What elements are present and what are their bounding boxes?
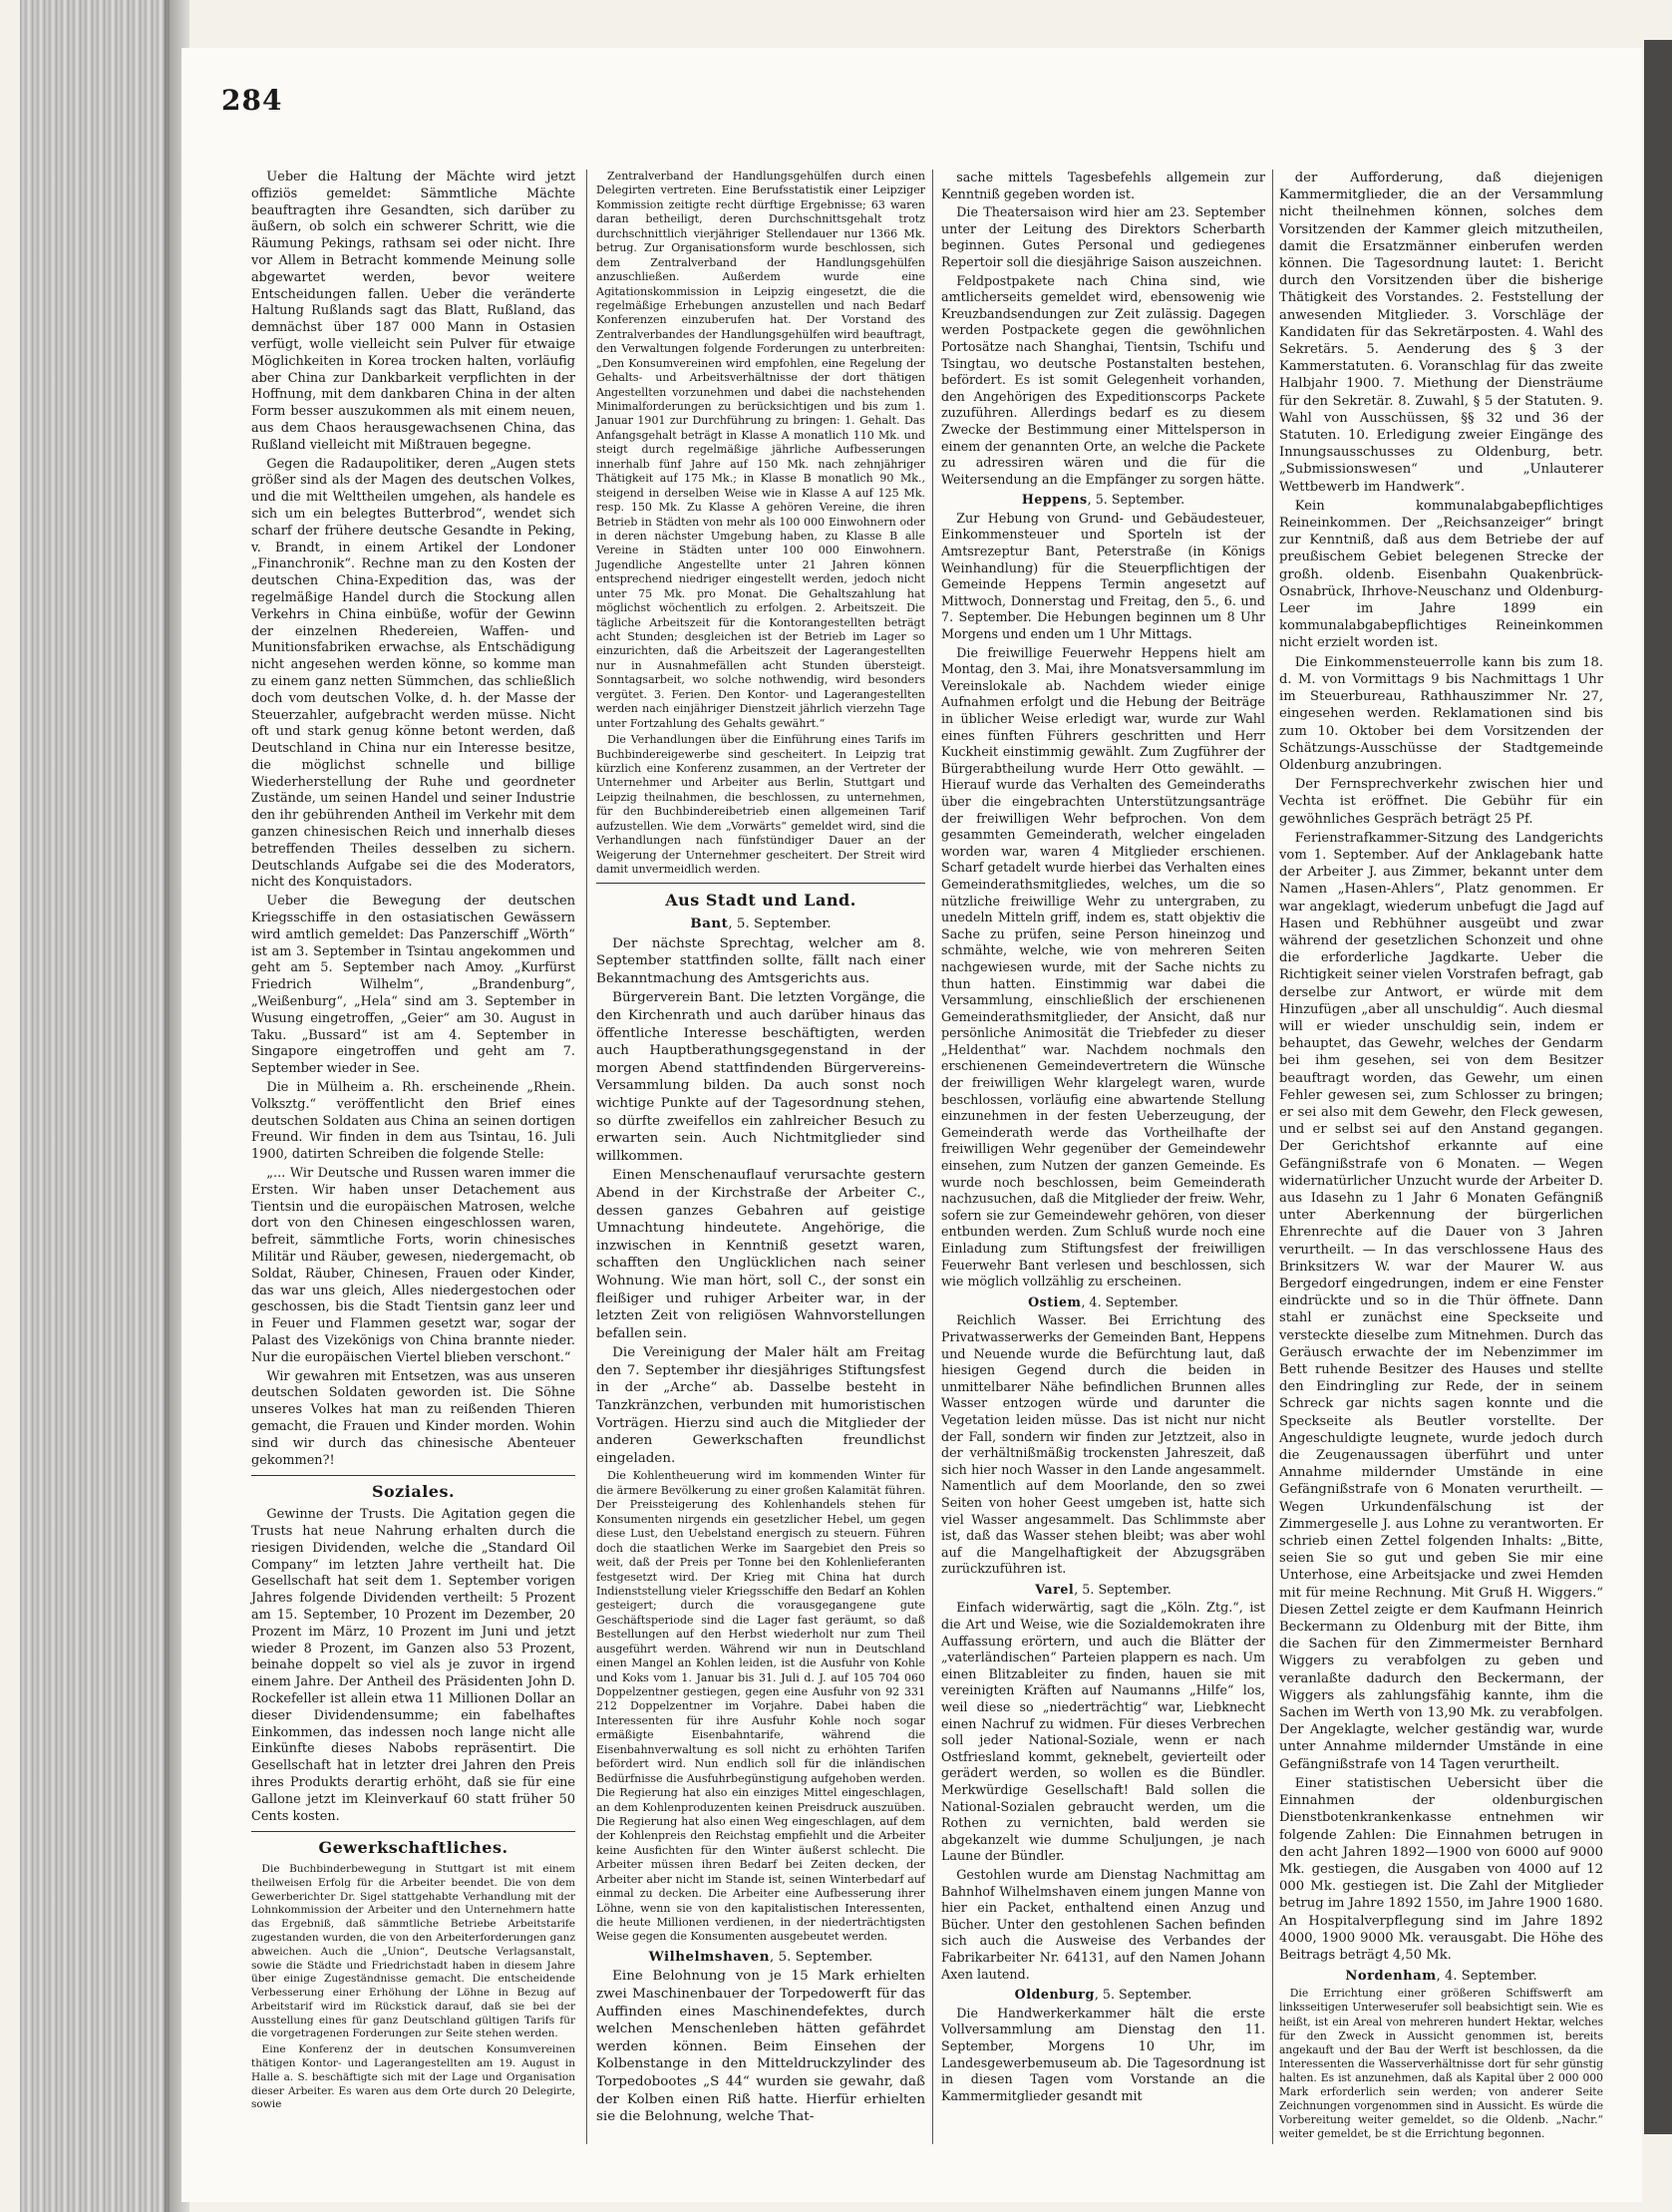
- book-binding-edge: [20, 0, 169, 2212]
- article-paragraph: Eine Konferenz der in deutschen Konsumvereinen thätigen Kontor- und Lagerangestellten am 19. August in Halle a. S. beschäftigte sich mit der Lage und Organisation dieser Arbeiter. Es waren aus dem Orte durch 20 Delegirte, sowie: [251, 2043, 575, 2111]
- article-paragraph: Gegen die Radaupolitiker, deren „Augen stets größer sind als der Magen des deutschen Volkes, und die mit Welttheilen umgehen, als handele es sich um ein belegtes Butterbrod“, wendet sich scharf der frühere deutsche Gesandte in Peking, v. Brandt, in einem Artikel der Londoner „Financhronik“. Rechne man zu den Kosten der deutschen China-Expedition das, was der regelmäßige Handel durch die Stockung allen Verkehrs in China einbüße, wofür der Gewinn der einzelnen Rhedereien, Waffen- und Munitionsfabriken erwachse, als Entschädigung nicht angesehen werden könne, so komme man zu einem ganz netten Sümmchen, das schließlich doch vom deutschen Volke, d. h. der Masse der Steuerzahler, aufgebracht werden müsse. Nicht oft und stark genug könne betont werden, daß Deutschland in China nur ein Interesse besitze, die möglichst schnelle und billige Wiederherstellung der Ruhe und geordneter Zustände, um seinen Handel und seiner Industrie den ihr gebührenden Antheil im Verkehr mit dem ganzen chinesischen Reich und innerhalb dieses betreffenden Theiles desselben zu sichern. Deutschlands Aufgabe sei die des Moderators, nicht des Konquistadors.: [251, 456, 575, 891]
- article-paragraph: Einen Menschenauflauf verursachte gestern Abend in der Kirchstraße der Arbeiter C., dessen ganzes Gebahren auf geistige Umnachtung hindeutete. Angehörige, die inzwischen in Kenntniß gesetzt waren, schafften den Unglücklichen nach seiner Wohnung. Wie man hört, soll C., der sonst ein fleißiger und ruhiger Arbeiter war, in der letzten Zeit von religiösen Wahnvorstellungen befallen sein.: [596, 1168, 925, 1341]
- section-heading-gewerkschaftliches: Gewerkschaftliches.: [318, 1838, 508, 1858]
- article-paragraph: Einfach widerwärtig, sagt die „Köln. Ztg.“, ist die Art und Weise, wie die Sozialdemokraten ihre Auffassung erörtern, und auch die Blätter der „vaterländischen“ Parteien plappern es nach. Um einen Blitzableiter zu finden, hauen sie mit vereinigten Kräften auf Naumanns „Hilfe“ los, weil diese so „niederträchtig“ war, Liebknecht einen Nachruf zu widmen. Für dieses Verbrechen soll jeder National-Soziale, wenn er nach Ostfriesland kommt, geknebelt, gevierteilt oder gerädert werden, so wollen es die Bündler. Merkwürdige Gesellschaft! Bald sollen die National-Sozialen gebraucht werden, um die Rothen zu vernichten, bald werden sie abgekanzelt wie dumme Schuljungen, je nach Laune der Bündler.: [941, 1600, 1265, 1864]
- article-paragraph: Der nächste Sprechtag, welcher am 8. September stattfinden sollte, fällt nach einer Bekanntmachung des Amtsgerichts aus.: [596, 935, 925, 986]
- dateline: [596, 916, 925, 933]
- column-2: [596, 170, 925, 2128]
- dateline-place: Bant: [690, 916, 729, 932]
- dateline-date: , 5. September.: [1094, 1987, 1192, 2003]
- column-4: [1279, 170, 1603, 2144]
- article-paragraph: Zur Hebung von Grund- und Gebäudesteuer, Einkommensteuer und Sporteln ist der Amtsrezeptur Bant, Peterstraße (in Königs Weinhandlung) für die Steuerpflichtigen der Gemeinde Heppens Termin angesetzt auf Mittwoch, Donnerstag und Freitag, den 5., 6. und 7. September. Die Hebungen beginnen um 8 Uhr Morgens und enden um 1 Uhr Mittags.: [941, 510, 1265, 642]
- dateline: [941, 1987, 1265, 2004]
- article-paragraph: Feldpostpakete nach China sind, wie amtlicherseits gemeldet wird, ebensowenig wie Kreuzbandsendungen zur Zeit zulässig. Dagegen werden Postpackete gegen die gewöhnlichen Portosätze nach Shanghai, Tientsin, Tschifu und Tsingtau, wo deutsche Postanstalten bestehen, befördert. Es ist somit Gelegenheit vorhanden, den Angehörigen des Expeditionscorps Packete zuzuführen. Allerdings bedarf es zu diesem Zwecke der Bestimmung einer Mittelsperson in einem der genannten Orte, an welche die Packete zu adressiren wären und die für die Weitersendung an die Empfänger zu sorgen hätte.: [941, 272, 1265, 487]
- article-paragraph: Die Handwerkerkammer hält die erste Vollversammlung am Dienstag den 11. September, Morgens 10 Uhr, im Landesgewerbemuseum ab. Die Tagesordnung ist in diesen Tagen vom Vorstande an die Kammermitglieder gesandt mit: [941, 2005, 1265, 2103]
- dateline-date: , 4. September.: [1436, 1969, 1537, 1985]
- column-rule: [932, 170, 933, 2144]
- dateline: [941, 1294, 1265, 1311]
- article-paragraph: Die Theatersaison wird hier am 23. September unter der Leitung des Direktors Scherbarth beginnen. Gutes Personal und gediegenes Repertoir soll die diesjährige Saison auszeichnen.: [941, 204, 1265, 269]
- article-paragraph: Ueber die Haltung der Mächte wird jetzt offiziös gemeldet: Sämmtliche Mächte beauftragten ihre Gesandten, sich darüber zu äußern, ob solch ein schwerer Schritt, wie die Räumung Pekings, rathsam sei oder nicht. Ihre vor Allem in Betracht kommende Meinung solle abgewartet werden, bevor weitere Entscheidungen fallen. Ueber die veränderte Haltung Rußlands sagt das Blatt, Rußland, das demnächst über 187 000 Mann in Ostasien verfügt, wolle vielleicht sein Pulver für etwaige Möglichkeiten in Korea trocken halten, vorläufig aber China zur Dankbarkeit verpflichten in der Hoffnung, mit dem dankbaren China in der alten Form besser auszukommen als mit einem neuen, aus dem Chaos herausgewachsenen China, das Rußland vielleicht mit Mißtrauen begegne.: [251, 170, 575, 453]
- dateline: [1279, 1968, 1603, 1985]
- article-paragraph: Einer statistischen Uebersicht über die Einnahmen der oldenburgischen Dienstbotenkrankenkasse entnehmen wir folgende Zahlen: Die Einnahmen betrugen in den acht Jahren 1892—1900 von 6000 auf 9000 Mk. gestiegen, die Ausgaben von 4000 auf 12 000 Mk. gestiegen ist. Die Zahl der Mitglieder betrug im Jahre 1892 1550, im Jahre 1900 1680. An Hospitalverpflegung sind im Jahre 1892 4000, 1900 9000 Mk. verausgabt. Die Höhe des Beitrags beträgt 4,50 Mk.: [1279, 1775, 1603, 1963]
- dateline-place: Wilhelmshaven: [648, 1948, 771, 1965]
- dateline-place: Ostiem: [1028, 1293, 1082, 1309]
- dateline-date: , 5. September.: [1074, 1581, 1171, 1597]
- letter-quote: „... Wir Deutsche und Russen waren immer die Ersten. Wir haben unser Detachement aus Tientsin und die europäischen Matrosen, welche dort von den Chinesen eingeschlossen waren, befreit, sämmtliche Forts, worin chinesisches Militär und Räuber, gewesen, niedergemacht, ob Soldat, Räuber, Chinesen, Frauen oder Kinder, das war uns gleich, Alles niedergestochen oder geschossen, bis die Stadt Tientsin ganz leer und in Feuer und Flammen gesetzt war, sogar der Palast des Vizekönigs von China brannte nieder. Nur die europäischen Viertel blieben verschont.“: [251, 1166, 575, 1365]
- article-paragraph: Die Errichtung einer größeren Schiffswerft am linksseitigen Unterweserufer soll beabsichtigt sein. Wie es heißt, ist ein Areal von mehreren hundert Hektar, welches für den Zweck in Aussicht genommen ist, bereits angekauft und der Bau der Werft ist beschlossen, da die Interessenten die Wasserverhältnisse dort für sehr günstig halten. Es ist anzunehmen, daß als Kapital über 2 000 000 Mark erforderlich sein werden; von anderer Seite Zeichnungen vorgenommen sind in Aussicht. Es würde die Vorbereitung weiter gemeldet, so die Oldenb. „Nachr.“ weiter gemeldet, be st die Errichtung begonnen.: [1279, 1987, 1603, 2141]
- section-heading-stadt-und-land: Aus Stadt und Land.: [665, 891, 856, 911]
- dateline: [941, 492, 1265, 509]
- dateline-place: Heppens: [1021, 492, 1088, 508]
- article-paragraph: Die Buchbinderbewegung in Stuttgart ist mit einem theilweisen Erfolg für die Arbeiter beendet. Die von dem Gewerberichter Dr. Sigel stattgehabte Verhandlung mit der Lohnkommission der Arbeiter und den Unternehmern hatte das Ergebniß, daß sämmtliche Betriebe Arbeitstarife zugestanden wurden, die von den Arbeiterforderungen ganz abweichen. Auch die „Union“, Deutsche Verlagsanstalt, sowie die Städte und Friedrichstadt haben in diesem Jahre über einige Zugeständnisse gemacht. Die entscheidende Verbesserung einer Erhöhung der Löhne in Bezug auf Arbeitstarif wird im Rückstick darauf, daß sie bei der Ausstellung eines für ganz Deutschland gültigen Tarifs für die vorgetragenen Forderungen zur Seite stehen werden.: [251, 1863, 575, 2040]
- article-paragraph: Zentralverband der Handlungsgehülfen durch einen Delegirten vertreten. Eine Berufsstatistik einer Leipziger Kommission zeitigte recht dürftige Ergebnisse; 63 waren daran betheiligt, deren Durchschnittsgehalt trotz durchschnittlich vierjähriger Stellendauer nur 1366 Mk. betrug. Zur Organisationsform wurde beschlossen, sich dem Zentralverband der Handlungsgehülfen anzuschließen. Außerdem wurde eine Agitationskommission in Leipzig eingesetzt, die die regelmäßige Erhebungen anzustellen und nach Bedarf Konferenzen einzuberufen hat. Der Vorstand des Zentralverbandes der Handlungsgehülfen wird beauftragt, den Verwaltungen folgende Forderungen zu unterbreiten: „Den Konsumvereinen wird empfohlen, eine Regelung der Gehalts- und Arbeitsverhältnisse der dort thätigen Angestellten vorzunehmen und dabei die nachstehenden Minimalforderungen zu berücksichtigen und bis zum 1. Januar 1901 zur Durchführung zu bringen: 1. Gehalt. Das Anfangsgehalt beträgt in Klasse A monatlich 110 Mk. und steigt durch regelmäßige jährliche Aufbesserungen innerhalb fünf Jahre auf 150 Mk. nach zehnjähriger Thätigkeit auf 175 Mk.; in Klasse B monatlich 90 Mk., steigend in derselben Weise wie in Klasse A auf 125 Mk. resp. 150 Mk. Zu Klasse A gehören Vereine, die ihren Betrieb in Städten von mehr als 100 000 Einwohnern oder in deren nächster Umgebung haben, zu Klasse B alle Vereine in Städten unter 100 000 Einwohnern. Jugendliche Angestellte unter 21 Jahren können entsprechend niedriger eingestellt werden, jedoch nicht unter 75 Mk. pro Monat. Die Gehaltszahlung hat möglichst wöchentlich zu erfolgen. 2. Arbeitszeit. Die tägliche Arbeitszeit für die Kontorangestellten beträgt acht Stunden; desgleichen ist der Betrieb im Lager so einzurichten, daß die Arbeitszeit der Lagerangestellten nur in Ausnahmefällen acht Stunden übersteigt. Sonntagsarbeit, wo solche nothwendig, wird besonders vergütet. 3. Ferien. Den Kontor- und Lagerangestellten werden nach einjähriger Dienstzeit jährlich vierzehn Tage unter Fortzahlung des Gehalts gewährt.“: [596, 170, 925, 730]
- article-paragraph: Die Vereinigung der Maler hält am Freitag den 7. September ihr diesjähriges Stiftungsfest in der „Arche“ ab. Dasselbe besteht in Tanzkränzchen, verbunden mit humoristischen Vorträgen. Hierzu sind auch die Mitglieder der anderen Gewerkschaften freundlichst eingeladen.: [596, 1345, 925, 1466]
- dateline: [941, 1582, 1265, 1599]
- article-paragraph: Gestohlen wurde am Dienstag Nachmittag am Bahnhof Wilhelmshaven einem jungen Manne von hier ein Packet, enthaltend einen Anzug und Bücher. Unter den gestohlenen Sachen befinden sich auch die Ausweise des Verbandes der Fabrikarbeiter Nr. 64131, auf den Namen Johann Axen lautend.: [941, 1866, 1265, 1982]
- column-3: [941, 170, 1265, 2106]
- article-paragraph: Die in Mülheim a. Rh. erscheinende „Rhein. Volksztg.“ veröffentlicht den Brief eines deutschen Soldaten aus China an seinen dortigen Freund. Wir finden in dem aus Tsintau, 16. Juli 1900, datirten Schreiben die folgende Stelle:: [251, 1080, 575, 1163]
- dateline-place: Nordenham: [1345, 1969, 1437, 1985]
- dateline-date: , 5. September.: [1087, 492, 1185, 508]
- section-heading-soziales: Soziales.: [371, 1482, 456, 1502]
- dateline-place: Varel: [1035, 1581, 1075, 1597]
- article-paragraph: Bürgerverein Bant. Die letzten Vorgänge, die den Kirchenrath und auch darüber hinaus das öffentliche Interesse beschäftigten, werden auch Hauptberathungsgegenstand in der morgen Abend stattfindenden Bürgervereins-Versammlung bilden. Da auch sonst noch wichtige Punkte auf der Tagesordnung stehen, so dürfte zweifellos ein zahlreicher Besuch zu erwarten sein. Auch Nichtmitglieder sind willkommen.: [596, 990, 925, 1164]
- column-1: [251, 170, 575, 2114]
- dateline-date: , 5. September.: [770, 1949, 873, 1965]
- article-paragraph: Kein kommunalabgabepflichtiges Reineinkommen. Der „Reichsanzeiger“ bringt zur Kenntniß, daß aus dem Betriebe der auf preußischem Gebiet belegenen Strecke der großh. oldenb. Eisenbahn Quakenbrück-Osnabrück, Ihrhove-Neuschanz und Oldenburg-Leer im Jahre 1899 ein kommunalabgabepflichtiges Reineinkommen nicht erzielt worden ist.: [1279, 498, 1603, 651]
- dateline: [596, 1949, 925, 1967]
- article-paragraph: Die Kohlentheuerung wird im kommenden Winter für die ärmere Bevölkerung zu einer großen Kalamität führen. Der Preissteigerung des Kohlenhandels stehen für Konsumenten nirgends ein gesetzlicher Hebel, um gegen diese Lust, den Uebelstand energisch zu steuern. Führen doch die staatlichen Werke im Saargebiet den Preis so weit, daß der Preis per Tonne bei den Kohlenlieferanten festgesetzt wird. Der Krieg mit China hat durch Indienststellung vieler Kriegsschiffe den Bedarf an Kohlen gesteigert; durch die vorausgegangene gute Geschäftsperiode sind die Lager fast geräumt, so daß Bestellungen auf den Herbst wiederholt nur zum Theil ausgeführt werden. Während wir nun in Deutschland einen Mangel an Kohlen leiden, ist die Ausfuhr von Kohle und Koks vom 1. Januar bis 31. Juli d. J. auf 105 704 060 Doppelzentner gestiegen, gegen eine Ausfuhr von 92 331 212 Doppelzentner im Vorjahre. Dabei haben die Interessenten für ihre Ausfuhr Kohle noch sogar ermäßigte Eisenbahntarife, während die Eisenbahnverwaltung es soll nicht zu erhöhten Tarifen befördert wird. Nun endlich soll für die inländischen Bedürfnisse die Ausfuhrbegünstigung aufgehoben werden. Die Regierung hat also ein einziges Mittel eingeschlagen, an dem Kohlenproduzenten keinen Preisdruck auszuüben. Die Regierung hat also einen Weg eingeschlagen, auf dem der Kohlenpreis den Reichstag empfiehlt und die Arbeiter keine Ausfichten für den Winter äußerst schlecht. Die Arbeiter müssen ihren Bedarf bei Zeiten decken, der Arbeiter aber nicht im Stande ist, seinen Winterbedarf auf einmal zu decken. Die Arbeiter eine Aufbesserung ihrer Löhne, wenn sie von den kapitalistischen Interessenten, die heute Millionen verdienen, in der niederträchtigsten Weise gegen die Konsumenten ausgebeutet werden.: [596, 1469, 925, 1944]
- article-paragraph: Eine Belohnung von je 15 Mark erhielten zwei Maschinenbauer der Torpedowerft für das Auffinden eines Maschinendefektes, durch welchen Menschenleben hätten gefährdet werden können. Beim Einsehen der Kolbenstange in den Mitteldruckzylinder des Torpedobootes „S 44“ wurden sie gewahr, daß der Kolben einen Riß hatte. Hierfür erhielten sie die Belohnung, welche That-: [596, 1969, 925, 2125]
- article-paragraph: Wir gewahren mit Entsetzen, was aus unseren deutschen Soldaten geworden ist. Die Söhne unseres Volkes hat man zu reißenden Thieren gemacht, die Frauen und Kinder morden. Wohin sind wir durch das chinesische Abenteuer gekommen?!: [251, 1368, 575, 1468]
- article-paragraph: Ferienstrafkammer-Sitzung des Landgerichts vom 1. September. Auf der Anklagebank hatte der Arbeiter J. aus Zimmer, bekannt unter dem Namen „Hasen-Ahlers“, Platz genommen. Er war angeklagt, wiederum unbefugt die Jagd auf Hasen und Rebhühner ausgeübt und zwar während der gesetzlichen Schonzeit und ohne die erforderliche Jagdkarte. Ueber die Richtigkeit seiner vielen Vorstrafen befragt, gab derselbe zur Antwort, er würde mit dem Hinzufügen „aber all unschuldig“. Auch diesmal will er wieder unschuldig sein, indem er behauptet, das Gewehr, welches der Gendarm bei ihm gesehen, sei von dem Besitzer beauftragt worden, das Gewehr, um einen Fehler gewesen sei, zum Schlosser zu bringen; er sei also mit dem Gewehr, den Fleck gewesen, und er selbst sei auf den Anstand gegangen. Der Gerichtshof erkannte auf eine Gefängnißstrafe von 6 Monaten. — Wegen widernatürlicher Unzucht wurde der Arbeiter D. aus Idasehn zu 1 Jahr 6 Monaten Gefängniß unter Aberkennung der bürgerlichen Ehrenrechte auf die Dauer von 3 Jahren verurtheilt. — In das verschlossene Haus des Brinksitzers W. war der Maurer W. aus Bergedorf eingedrungen, indem er eine Fenster eindrückte und so in die Thür öffnete. Dann stahl er zunächst eine Speckseite und versteckte dieselbe zum Mitnehmen. Durch das Geräusch erwachte der im Nebenzimmer im Bett ruhende Besitzer des Hauses und stellte den Eindringling zur Rede, der in seinem Schreck gar nichts sagen konnte und die Speckseite als Beutler vorstellte. Der Angeschuldigte leugnete, wurde jedoch durch die Zeugenaussagen überführt und unter Annahme mildernder Umstände in eine Gefängnißstrafe von 6 Monaten verurtheilt. — Wegen Urkundenfälschung ist der Zimmergeselle J. aus Lohne zu verantworten. Er schrieb einen Zettel folgenden Inhalts: „Bitte, seien Sie so gut und geben Sie mir eine Unterhose, eine Arbeitsjacke und zwei Hemden mit für meine Rechnung. Mit Gruß H. Wiggers.“ Diesen Zettel zeigte er dem Kaufmann Heinrich Beckermann zu Oldenburg mit der Bitte, ihm die Sachen für den Zimmermeister Bernhard Wiggers zu verabfolgen zu geben und veranlaßte dadurch den Beckermann, der Wiggers als zahlungsfähig kannte, ihm die Sachen im Werth von 13,90 Mk. zu verabfolgen. Der Angeklagte, welcher geständig war, wurde unter Annahme mildernder Umstände in eine Gefängnißstrafe von 14 Tagen verurtheilt.: [1279, 830, 1603, 1772]
- section-divider: [596, 883, 925, 884]
- article-paragraph: der Aufforderung, daß diejenigen Kammermitglieder, die an der Versammlung nicht theilnehmen können, solches dem Vorsitzenden der Kammer gleich mitzutheilen, damit die Ersatzmänner einberufen werden können. Die Tagesordnung lautet: 1. Bericht durch den Vorsitzenden über die bisherige Thätigkeit des Vorstandes. 2. Feststellung der anwesenden Mitglieder. 3. Vorschläge der Kandidaten für das Sekretärposten. 4. Wahl des Sekretärs. 5. Aenderung des § 3 der Kammerstatuten. 6. Voranschlag für das zweite Halbjahr 1900. 7. Miethung der Diensträume für den Sekretär. 8. Zuwahl, § 5 der Statuten. 9. Wahl von Ausschüssen, §§ 32 und 36 der Statuten. 10. Erledigung zweier Eingänge des Innungsausschusses zu Oldenburg, betr. „Submissionswesen“ und „Unlauterer Wettbewerb im Handwerk“.: [1279, 171, 1603, 495]
- article-paragraph: Der Fernsprechverkehr zwischen hier und Vechta ist eröffnet. Die Gebühr für ein gewöhnliches Gespräch beträgt 25 Pf.: [1279, 777, 1603, 827]
- section-divider: [251, 1475, 575, 1476]
- article-paragraph: Die Einkommensteuerrolle kann bis zum 18. d. M. von Vormittags 9 bis Nachmittags 1 Uhr im Steuerbureau, Rathhauszimmer Nr. 27, eingesehen werden. Reklamationen sind bis zum 10. Oktober bei dem Vorsitzenden der Schätzungs-Ausschüsse der Stadtgemeinde Oldenburg anzubringen.: [1279, 654, 1603, 773]
- dateline-date: , 4. September.: [1081, 1293, 1178, 1309]
- article-paragraph: Die freiwillige Feuerwehr Heppens hielt am Montag, den 3. Mai, ihre Monatsversammlung im Vereinslokale ab. Nachdem wieder einige Aufnahmen erfolgt und die Hebung der Beiträge in üblicher Weise erledigt war, wurde zur Wahl eines fünften Führers geschritten und Herr Kuckheit einstimmig gewählt. Zum Zugführer der Bürgerabtheilung wurde Herr Otto gewählt. — Hierauf wurde das Verhalten des Gemeinderaths über die eingebrachten Unterstützungsanträge der freiwilligen Wehr befprochen. Von dem gesammten Gemeinderath, welcher eingeladen worden war, waren 4 Mitglieder erschienen. Scharf getadelt wurde hierbei das Verhalten eines Gemeinderathsmitgliedes, welches, um die so nützliche freiwillige Wehr zu untergraben, zu unedeln Mitteln griff, indem es, statt objektiv die Sache zu prüfen, seine Person hineinzog und schmähte, welche, wie von mehreren Seiten nachgewiesen wurde, mit der Sache nichts zu thun hatten. Einstimmig war dabei die Versammlung, einschließlich der erschienenen Gemeinderathsmitglieder, der Ansicht, daß nur persönliche Animosität die Triebfeder zu dieser „Heldenthat“ war. Nachdem nochmals den erschienenen Gemeindevertretern die Wünsche der freiwilligen Wehr klargelegt waren, wurde beschlossen, vorläufig eine abwartende Stellung einzunehmen in der festen Ueberzeugung, der Gemeinderath werde das Vortheilhafte der freiwilligen Wehr gegenüber der Gemeindewehr einsehen, zum Nutzen der ganzen Gemeinde. Es wurde noch beschlossen, beim Gemeinderath nachzusuchen, daß die Mitglieder der freiw. Wehr, sofern sie zur Gemeindewehr gehören, von dieser entbunden werden. Zum Schluß wurde noch eine Einladung zum Stiftungsfest der freiwilligen Feuerwehr Bant verlesen und beschlossen, sich wie möglich vollzählig zu erscheinen.: [941, 644, 1265, 1290]
- article-paragraph: Ueber die Bewegung der deutschen Kriegsschiffe in den ostasiatischen Gewässern wird amtlich gemeldet: Das Panzerschiff „Wörth“ ist am 3. September in Tsintau angekommen und geht am 5. September nach Amoy. „Kurfürst Friedrich Wilhelm“, „Brandenburg“, „Weißenburg“, „Hela“ sind am 3. September in Wusung eingetroffen, „Geier“ am 30. August in Taku. „Bussard“ ist am 4. September in Singapore eingetroffen und geht am 7. September wieder in See.: [251, 894, 575, 1077]
- column-rule: [1272, 170, 1273, 2144]
- article-paragraph: Die Verhandlungen über die Einführung eines Tarifs im Buchbindereigewerbe sind gescheitert. In Leipzig trat kürzlich eine Konferenz zusammen, an der Vertreter der Unternehmer und Arbeiter aus Berlin, Stuttgart und Leipzig theilnahmen, die beschlossen, zu unternehmen, für den Buchbindereibetrieb einen allgemeinen Tarif aufzustellen. Wie dem „Vorwärts“ gemeldet wird, sind die Verhandlungen nach fünfstündiger Dauer an der Weigerung der Unternehmer gescheitert. Der Streit wird damit unvermeidlich werden.: [596, 733, 925, 876]
- right-edge-strip: [1644, 40, 1672, 2134]
- page-number: 284: [221, 84, 283, 117]
- article-paragraph: Gewinne der Trusts. Die Agitation gegen die Trusts hat neue Nahrung erhalten durch die riesigen Dividenden, welche die „Standard Oil Company“ im letzten Jahre vertheilt hat. Die Gesellschaft hat seit dem 1. September vorigen Jahres folgende Dividenden vertheilt: 5 Prozent am 15. September, 10 Prozent im Dezember, 20 Prozent im März, 10 Prozent im Juni und jetzt wieder 8 Prozent, im Ganzen also 53 Prozent, beinahe doppelt so viel als je zuvor in irgend einem Jahre. Der Antheil des Präsidenten John D. Rockefeller ist allein etwa 11 Millionen Dollar an dieser Dividendensumme; ein fabelhaftes Einkommen, das indessen noch lange nicht alle Einkünfte dieses Nabobs repräsentirt. Die Gesellschaft hat in letzter drei Jahren den Preis ihres Produkts derartig erhöht, daß sie für eine Gallone jetzt im Kleinverkauf 60 statt früher 50 Cents kosten.: [251, 1507, 575, 1824]
- article-paragraph: Reichlich Wasser. Bei Errichtung des Privatwasserwerks der Gemeinden Bant, Heppens und Neuende wurde die Befürchtung laut, daß hiesigen Gegend durch die beiden in unmittelbarer Nähe befindlichen Brunnen alles Wasser entzogen würde und darunter die Vegetation leiden müsse. Das ist nicht nur nicht der Fall, sondern wir finden zur Jetztzeit, also in der verhältnißmäßig trockensten Jahreszeit, daß sich hier noch Wasser in den Lande angesammelt. Namentlich auf dem Moorlande, den so zwei Seiten von hoher Geest umgeben ist, hatte sich viel Wasser angesammelt. Das Schlimmste aber ist, daß das Wasser stehen bleibt; was aber wohl auf die Mangelhaftigkeit der Abzugsgräben zurückzuführen ist.: [941, 1312, 1265, 1577]
- article-paragraph: sache mittels Tagesbefehls allgemein zur Kenntniß gegeben worden ist.: [941, 170, 1265, 201]
- dateline-date: , 5. September.: [728, 917, 832, 932]
- dateline-place: Oldenburg: [1014, 1987, 1095, 2003]
- section-divider: [251, 1831, 575, 1832]
- column-rule: [586, 170, 587, 2144]
